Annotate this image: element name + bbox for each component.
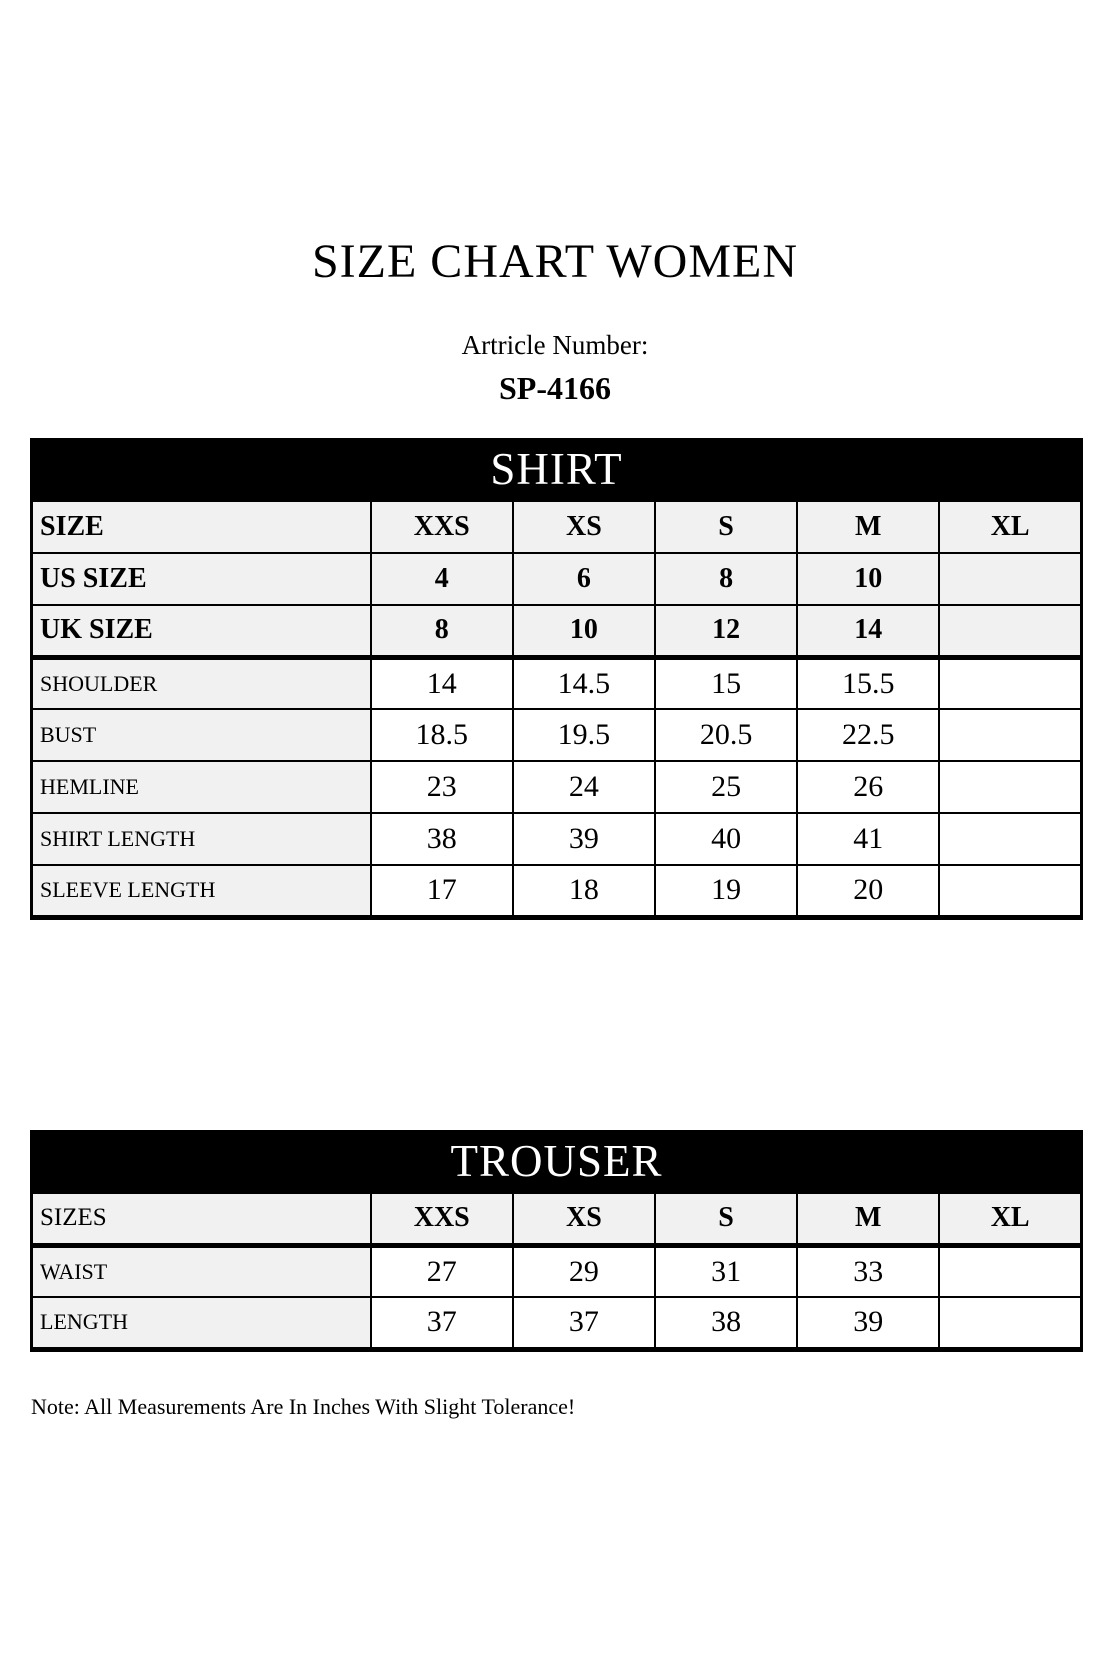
size-header-cell: XS [513, 501, 655, 553]
measurement-note: Note: All Measurements Are In Inches With Slight Tolerance! [31, 1394, 576, 1419]
row-label: SHIRT LENGTH [32, 813, 371, 865]
row-label: BUST [32, 709, 371, 761]
trouser-table-title: TROUSER [30, 1130, 1083, 1192]
cell-value: 33 [797, 1245, 939, 1297]
size-header-cell: XL [939, 1193, 1081, 1245]
cell-value: 39 [797, 1297, 939, 1349]
cell-value: 19.5 [513, 709, 655, 761]
cell-value: 8 [371, 605, 513, 657]
row-label: WAIST [32, 1245, 371, 1297]
cell-value: 12 [655, 605, 797, 657]
cell-value [939, 761, 1081, 813]
cell-value: 37 [371, 1297, 513, 1349]
cell-value: 18.5 [371, 709, 513, 761]
row-label: SHOULDER [32, 657, 371, 709]
row-label: SIZE [32, 501, 371, 553]
cell-value: 14 [797, 605, 939, 657]
size-header-cell: XL [939, 501, 1081, 553]
table-row-uk-size [32, 605, 1082, 657]
cell-value [939, 605, 1081, 657]
cell-value: 37 [513, 1297, 655, 1349]
cell-value: 20 [797, 865, 939, 917]
shirt-table-title: SHIRT [30, 438, 1083, 500]
cell-value: 14.5 [513, 657, 655, 709]
cell-value: 4 [371, 553, 513, 605]
cell-value: 29 [513, 1245, 655, 1297]
article-number-value: SP-4166 [499, 370, 611, 406]
table-row-sizes [32, 1193, 1082, 1245]
cell-value: 19 [655, 865, 797, 917]
table-row-hemline [32, 761, 1082, 813]
cell-value: 23 [371, 761, 513, 813]
table-row-shoulder [32, 657, 1082, 709]
cell-value [939, 709, 1081, 761]
cell-value: 8 [655, 553, 797, 605]
size-header-cell: XS [513, 1193, 655, 1245]
row-label: SIZES [32, 1193, 371, 1245]
cell-value: 27 [371, 1245, 513, 1297]
row-label: US SIZE [32, 553, 371, 605]
table-row-sleeve-length [32, 865, 1082, 917]
cell-value: 41 [797, 813, 939, 865]
size-header-cell: S [655, 1193, 797, 1245]
table-row-waist [32, 1245, 1082, 1297]
row-label: HEMLINE [32, 761, 371, 813]
cell-value [939, 1297, 1081, 1349]
cell-value: 15 [655, 657, 797, 709]
cell-value: 38 [655, 1297, 797, 1349]
cell-value: 31 [655, 1245, 797, 1297]
cell-value: 10 [513, 605, 655, 657]
cell-value: 14 [371, 657, 513, 709]
row-label: SLEEVE LENGTH [32, 865, 371, 917]
shirt-table-grid [30, 500, 1083, 920]
size-header-cell: S [655, 501, 797, 553]
size-header-cell: XXS [371, 501, 513, 553]
trouser-size-table [30, 1130, 1083, 1352]
page-title: SIZE CHART WOMEN [311, 235, 798, 288]
size-header-cell: XXS [371, 1193, 513, 1245]
cell-value: 25 [655, 761, 797, 813]
cell-value: 24 [513, 761, 655, 813]
cell-value: 38 [371, 813, 513, 865]
cell-value: 6 [513, 553, 655, 605]
cell-value [939, 813, 1081, 865]
article-number-label: Artricle Number: [461, 330, 649, 360]
cell-value: 18 [513, 865, 655, 917]
table-row-length [32, 1297, 1082, 1349]
cell-value: 22.5 [797, 709, 939, 761]
cell-value: 10 [797, 553, 939, 605]
shirt-size-table [30, 438, 1083, 920]
table-row-bust [32, 709, 1082, 761]
size-header-cell: M [797, 1193, 939, 1245]
trouser-table-grid [30, 1192, 1083, 1352]
table-row-us-size [32, 553, 1082, 605]
row-label: UK SIZE [32, 605, 371, 657]
cell-value: 15.5 [797, 657, 939, 709]
cell-value [939, 1245, 1081, 1297]
table-row-size [32, 501, 1082, 553]
table-row-shirt-length [32, 813, 1082, 865]
cell-value: 39 [513, 813, 655, 865]
cell-value [939, 657, 1081, 709]
cell-value: 20.5 [655, 709, 797, 761]
row-label: LENGTH [32, 1297, 371, 1349]
cell-value: 26 [797, 761, 939, 813]
size-header-cell: M [797, 501, 939, 553]
cell-value [939, 553, 1081, 605]
cell-value: 17 [371, 865, 513, 917]
cell-value: 40 [655, 813, 797, 865]
cell-value [939, 865, 1081, 917]
